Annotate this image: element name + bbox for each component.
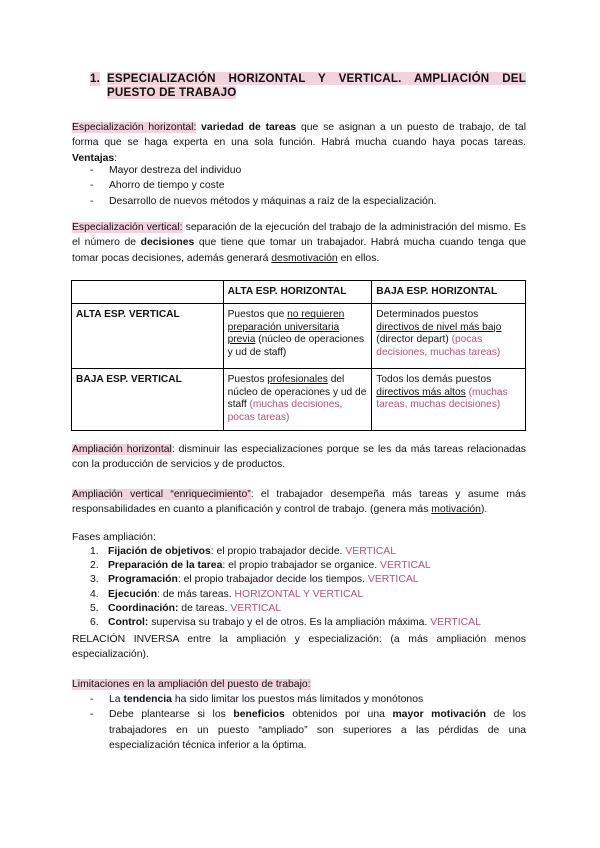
term-ampl-horizontal: Ampliación horizontal <box>72 444 172 455</box>
list-item: 6. Control: supervisa su trabajo y el de otros. Es la ampliación máxima. VERTICAL <box>90 617 481 629</box>
paragraph-esp-vertical: Especialización vertical: separación de la ejecución del trabajo de la administración del mismo. Es el número de decisiones que tiene que tomar un trabajador. Habrá mucha cuando tenga que tomar pocas decisiones, además generará desmotivación en ellos. <box>72 222 526 264</box>
list-item: - Debe plantearse si los beneficios obtenidos por una mayor motivación de los trabajadores en un puesto “ampliado” son superiores a las pérdidas de una especialización técnica inferior a la óptima. <box>90 709 527 752</box>
list-item: 3. Programación: el propio trabajador decide los tiempos. VERTICAL <box>90 574 419 586</box>
list-item: - Desarrollo de nuevos métodos y máquinas a raíz de la especialización. <box>90 195 437 207</box>
table-cell: Determinados puestos directivos de nivel más bajo (director depart) (pocas decisiones, muchas tareas) <box>372 304 526 369</box>
table-row <box>72 369 526 431</box>
row-header: ALTA ESP. VERTICAL <box>72 304 224 369</box>
paragraph-esp-horizontal: Especialización horizontal: variedad de tareas que se asignan a un puesto de trabajo, de tal forma que se haga experta en una sola función. Habrá mucha cuando haya pocas tareas. Ventajas: <box>72 122 527 164</box>
list-item: - Ahorro de tiempo y coste <box>90 180 225 192</box>
section-title-text: ESPECIALIZACIÓN HORIZONTAL Y VERTICAL. AMPLIACIÓN DEL PUESTO DE TRABAJO <box>107 72 526 99</box>
relacion-inversa: RELACIÓN INVERSA entre la ampliación y especialización: (a más ampliación menos especialización). <box>72 634 526 660</box>
table-cell: Puestos profesionales del núcleo de operaciones y ud de staff (muchas decisiones, pocas tareas) <box>223 369 372 431</box>
limitaciones-list <box>72 692 526 754</box>
paragraph-ampl-vertical: Ampliación vertical “enriquecimiento”: el trabajador desempeña más tareas y asume más responsabilidades en cuanto a planificación y control de trabajo. (genera más motivación). <box>72 489 526 516</box>
ventajas-list <box>72 163 526 209</box>
limitaciones-heading: Limitaciones en la ampliación del puesto de trabajo: <box>72 679 311 690</box>
fases-intro: Fases ampliación: <box>72 532 156 543</box>
list-item: 2. Preparación de la tarea: el propio trabajador se organice. VERTICAL <box>90 560 431 572</box>
table-cell: Todos los demás puestos directivos más altos (muchas tareas, muchas decisiones) <box>372 369 526 431</box>
column-header: BAJA ESP. HORIZONTAL <box>372 281 526 304</box>
section-title <box>90 72 526 100</box>
table-cell: Puestos que no requieren preparación universitaria previa (núcleo de operaciones y ud de staff) <box>223 304 372 369</box>
term-esp-vertical: Especialización vertical: <box>72 222 183 233</box>
term-esp-horizontal: Especialización horizontal: <box>72 122 197 133</box>
term-ampl-vertical: Ampliación vertical “enriquecimiento” <box>72 489 251 500</box>
table-row <box>72 304 526 369</box>
section-number: 1. <box>90 72 101 85</box>
column-header: ALTA ESP. HORIZONTAL <box>223 281 372 304</box>
row-header: BAJA ESP. VERTICAL <box>72 369 224 431</box>
list-item: - La tendencia ha sido limitar los puestos más limitados y monótonos <box>90 694 424 705</box>
list-item: 5. Coordinación: de tareas. VERTICAL <box>90 602 282 614</box>
paragraph-ampl-horizontal: Ampliación horizontal: disminuir las especializaciones porque se les da más tareas relacionadas con la producción de servicios y de productos. <box>72 444 527 471</box>
list-item: 4. Ejecución: de más tareas. HORIZONTAL Y VERTICAL <box>90 588 364 600</box>
fases-list <box>72 545 526 630</box>
table-header-row <box>72 281 526 304</box>
list-item: - Mayor destreza del individuo <box>90 165 242 176</box>
table-corner-cell <box>72 281 224 304</box>
list-item: 1. Fijación de objetivos: el propio trabajador decide. VERTICAL <box>90 546 396 557</box>
specialization-table <box>71 280 526 431</box>
